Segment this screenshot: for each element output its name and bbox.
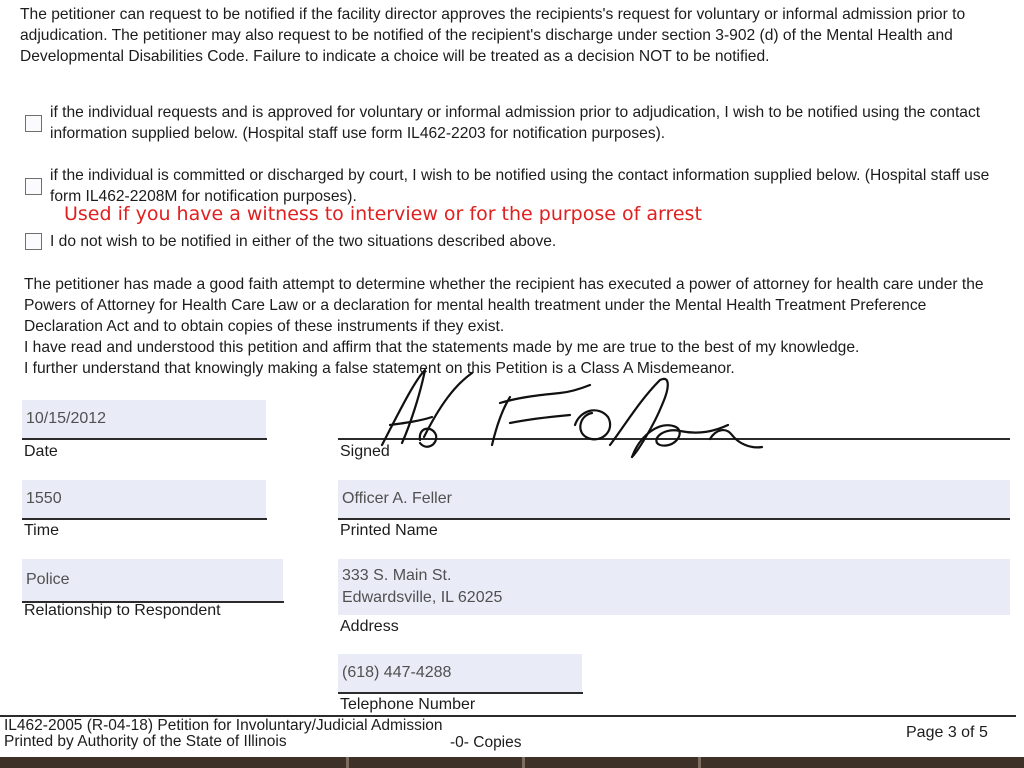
telephone-underline — [338, 692, 583, 694]
address-line-2: Edwardsville, IL 62025 — [342, 589, 503, 606]
page-number: Page 3 of 5 — [906, 724, 988, 741]
address-label: Address — [340, 618, 399, 635]
printed-name-underline — [338, 518, 1010, 520]
time-underline — [22, 518, 267, 520]
form-title: IL462-2005 (R-04-18) Petition for Involuntary/Judicial Admission — [4, 717, 443, 734]
misdemeanor-statement: I further understand that knowingly making a false statement on this Petition is a Class A Misdemeanor. — [24, 360, 735, 377]
telephone-field[interactable]: (618) 447-4288 — [338, 654, 582, 692]
address-line-1: 333 S. Main St. — [342, 567, 452, 584]
good-faith-block — [24, 274, 1009, 379]
signed-label: Signed — [340, 443, 390, 460]
address-field[interactable] — [338, 559, 1010, 615]
printed-name-label: Printed Name — [340, 522, 438, 539]
notify-voluntary-checkbox[interactable] — [25, 115, 42, 132]
affirmation-statement: I have read and understood this petition and affirm that the statements made by me are true to the best of my knowledge. — [24, 339, 860, 356]
relationship-label: Relationship to Respondent — [24, 602, 221, 619]
notify-voluntary-label: if the individual requests and is approved for voluntary or informal admission prior to adjudication, I wish to be notified using the contact information supplied below. (Hospital staff use form IL462-2203 for notification purposes). — [50, 104, 981, 142]
time-field[interactable]: 1550 — [22, 480, 266, 518]
no-notify-checkbox[interactable] — [25, 233, 42, 250]
notification-instructions: The petitioner can request to be notified if the facility director approves the recipients's request for voluntary or informal admission prior to adjudication. The petitioner may also request to be notified of the recipient's discharge under section 3-902 (d) of the Mental Health and Developmental Disabilities Code. Failure to indicate a choice will be treated as a decision NOT to be notified. — [20, 6, 966, 65]
notify-court-checkbox[interactable] — [25, 178, 42, 195]
copies-count: -0- Copies — [450, 734, 522, 751]
bottom-border — [0, 757, 1024, 768]
bottom-border-mark — [698, 757, 701, 768]
handwritten-signature — [370, 365, 770, 465]
relationship-field[interactable]: Police — [22, 559, 283, 601]
date-underline — [22, 438, 267, 440]
time-label: Time — [24, 522, 59, 539]
no-notify-label: I do not wish to be notified in either of the two situations described above. — [50, 233, 557, 250]
witness-annotation: Used if you have a witness to interview or for the purpose of arrest — [64, 203, 702, 225]
bottom-border-mark — [346, 757, 349, 768]
bottom-border-mark — [522, 757, 525, 768]
telephone-label: Telephone Number — [340, 696, 476, 713]
notify-court-label: if the individual is committed or discharged by court, I wish to be notified using the contact information supplied below. (Hospital staff use form IL462-2208M for notification purposes). — [50, 167, 990, 205]
date-field[interactable]: 10/15/2012 — [22, 400, 266, 438]
printed-name-field[interactable]: Officer A. Feller — [338, 480, 1010, 518]
good-faith-statement: The petitioner has made a good faith attempt to determine whether the recipient has executed a power of attorney for health care under the Powers of Attorney for Health Care Law or a declaration for mental health treatment under the Mental Health Treatment Preference Declaration Act and to obtain copies of these instruments if they exist. — [24, 276, 984, 335]
date-label: Date — [24, 443, 58, 460]
printing-authority: Printed by Authority of the State of Illinois — [4, 733, 287, 750]
